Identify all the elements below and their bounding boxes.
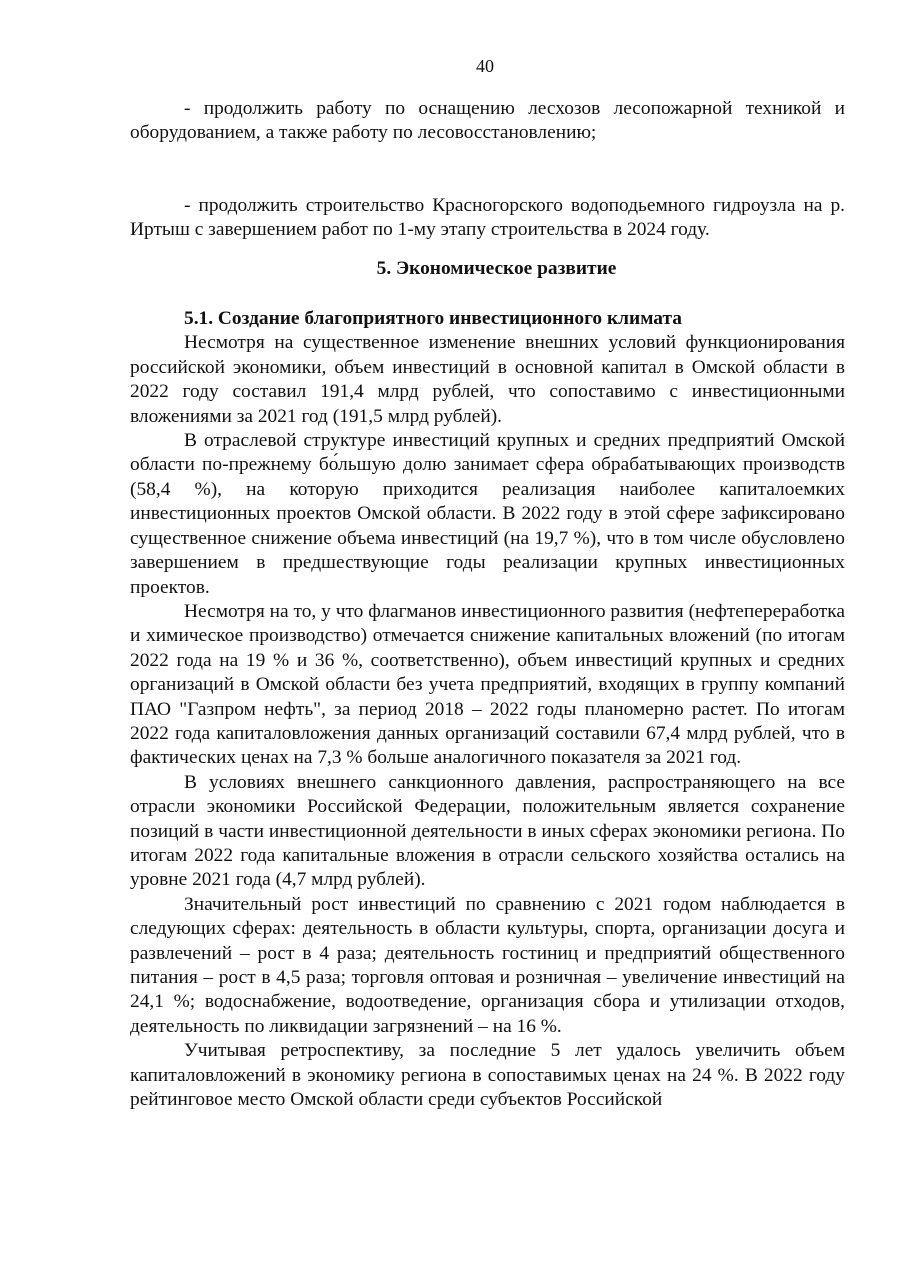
subsection-title: 5.1. Создание благоприятного инвестиционного климата [184, 308, 682, 330]
section-title: 5. Экономическое развитие [376, 257, 617, 279]
body-paragraph: Учитывая ретроспективу, за последние 5 лет удалось увеличить объем капиталовложений в экономику региона в сопоставимых ценах на 24 %. В 2022 году рейтинговое место Омской области среди субъектов Российской [130, 1040, 845, 1111]
bullet-item: - продолжить работу по оснащению лесхозов лесопожарной техникой и оборудованием, а также работу по лесовосстановлению; [130, 98, 845, 144]
bullet-item: - продолжить строительство Красногорского водоподьемного гидроузла на р. Иртыш с завершением работ по 1-му этапу строительства в 2024 году. [130, 194, 845, 241]
page-content [130, 97, 845, 1112]
body-paragraph: Несмотря на существенное изменение внешних условий функционирования российской экономики, объем инвестиций в основной капитал в Омской области в 2022 году составил 191,4 млрд рублей, что сопоставимо с инвестиционными вложениями за 2021 год (191,5 млрд рублей). [130, 332, 845, 427]
body-paragraph: В отраслевой структуре инвестиций крупных и средних предприятий Омской области по-прежнему бо́льшую долю занимает сфера обрабатывающих производств (58,4 %), на которую приходится реализация наиболее капиталоемких инвестиционных проектов Омской области. В 2022 году в этой сфере зафиксировано существенное снижение объема инвестиций (на 19,7 %), что в том числе обусловлено завершением в предшествующие годы реализации крупных инвестиционных проектов. [130, 430, 845, 598]
body-paragraph: В условиях внешнего санкционного давления, распространяющего на все отрасли экономики Российской Федерации, положительным является сохранение позиций в части инвестиционной деятельности в иных сферах экономики региона. По итогам 2022 года капитальные вложения в отрасли сельского хозяйства остались на уровне 2021 года (4,7 млрд рублей). [130, 771, 845, 891]
page-number: 40 [476, 56, 494, 76]
body-paragraph: Значительный рост инвестиций по сравнению с 2021 годом наблюдается в следующих сферах: деятельность в области культуры, спорта, организации досуга и развлечений – рост в 4 раза; деятельность гостиниц и предприятий общественного питания – рост в 4,5 раза; торговля оптовая и розничная – увеличение инвестиций на 24,1 %; водоснабжение, водоотведение, организация сбора и утилизации отходов, деятельность по ликвидации загрязнений – на 16 %. [130, 893, 845, 1037]
body-paragraph: Несмотря на то, у что флагманов инвестиционного развития (нефтепереработка и химическое производство) отмечается снижение капитальных вложений (по итогам 2022 года на 19 % и 36 %, соответственно), объем инвестиций крупных и средних организаций в Омской области без учета предприятий, входящих в группу компаний ПАО "Газпром нефть", за период 2018 – 2022 годы планомерно растет. По итогам 2022 года капиталовложения данных организаций составили 67,4 млрд рублей, что в фактических ценах на 7,3 % больше аналогичного показателя за 2021 год. [130, 600, 845, 769]
